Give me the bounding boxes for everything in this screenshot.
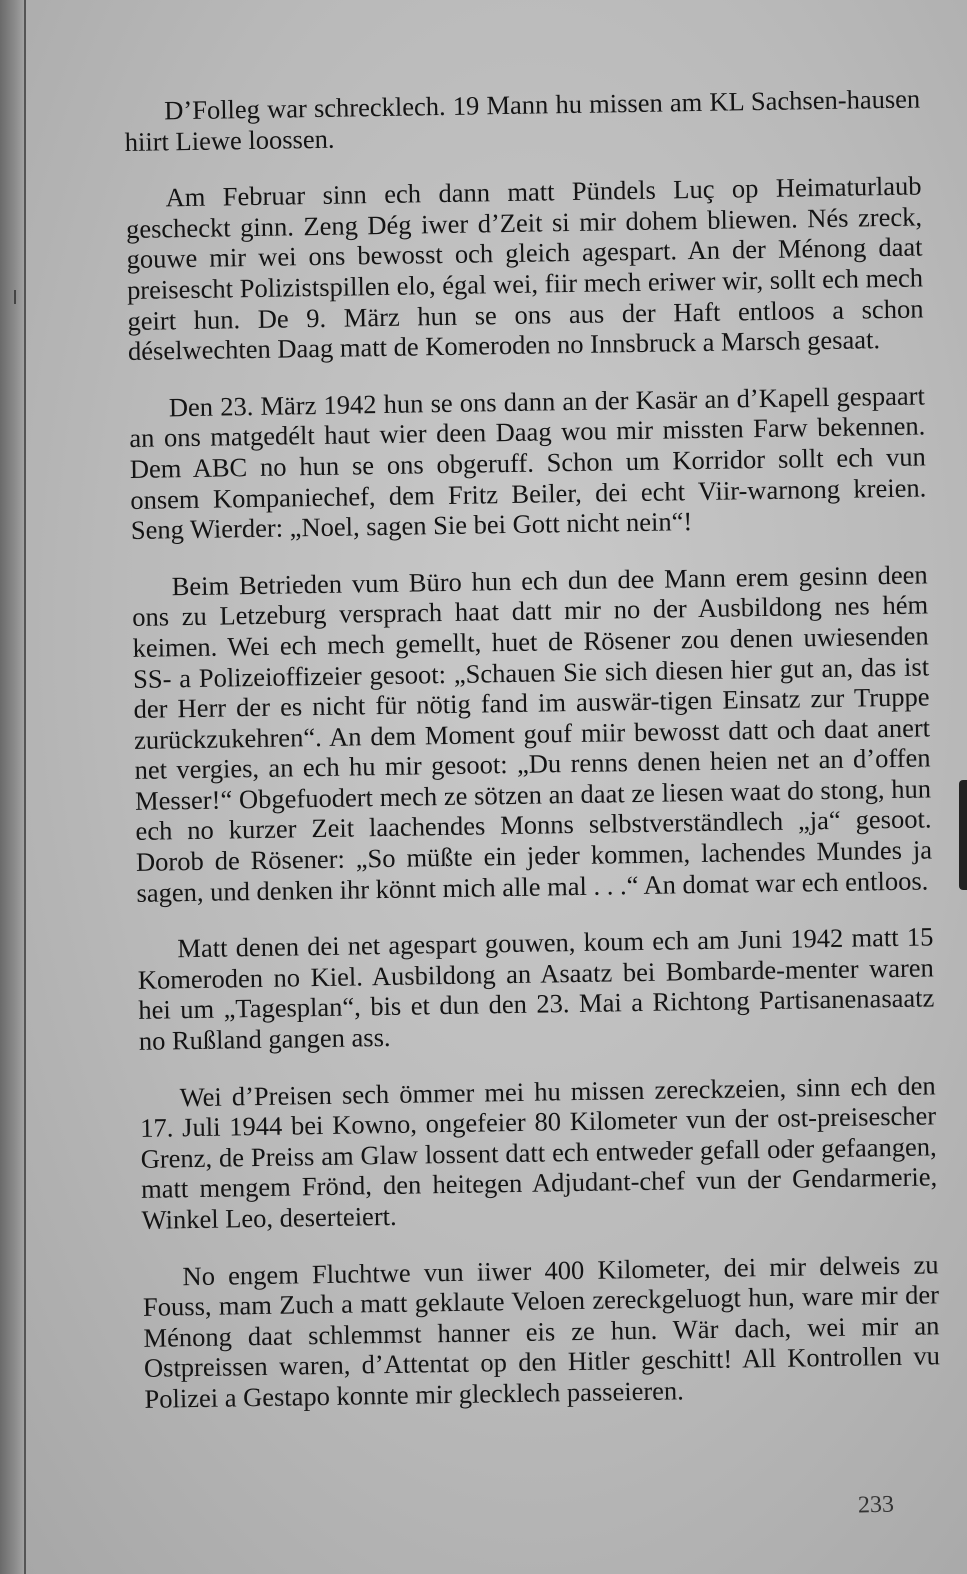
- right-edge-shadow: [959, 780, 967, 890]
- paragraph-4: Beim Betrieden vum Büro hun ech dun dee Mann erem gesinn deen ons zu Letzeburg versprach haat datt mir no der Ausbildong nes hém keimen. Wei ech mech gemellt, huet de Rösener zou denen uwiesenden SS- a Polizeioffizeier gesoot: „Schauen Sie sich diesen hier gut an, das ist der Herr der es nicht für nötig fand im auswär-tigen Einsatz zur Truppe zurückzukehren“. An dem Moment gouf miir bewosst datt och daat anert net vergies, an ech hu mir gesoot: „Du renns denen heien net an d’offen Messer!“ Obgefuodert mech ze sötzen an daat ze liesen waat do stong, hun ech no kurzer Zeit laachendes Monns selbstverständlech „ja“ gesoot. Dorob de Rösener: „So müßte ein jeder kommen, lachendes Mundes ja sagen, und denken ihr könnt mich alle mal . . .“ An domat war ech entloos.: [131, 559, 933, 908]
- page-number: 233: [857, 1491, 895, 1519]
- book-gutter: [0, 0, 26, 1574]
- body-text: [124, 83, 941, 1440]
- paragraph-5: Matt denen dei net agespart gouwen, koum ech am Juni 1942 matt 15 Komeroden no Kiel. Ausbildong an Asaatz bei Bombarde-menter waren hei um „Tagesplan“, bis et dun den 23. Mai a Richtong Partisanenasaatz no Rußland gangen ass.: [137, 921, 935, 1056]
- margin-mark: [14, 290, 16, 304]
- paragraph-2: Am Februar sinn ech dann matt Pündels Luç op Heimaturlaub gescheckt ginn. Zeng Dég iwer d’Zeit si mir dohem bliewen. Nés zreck, gouwe mir wei ons bewosst och gleich agespart. An der Ménong daat preisescht Polizistspillen elo, égal wei, fiir mech eriwer wir, sollt ech mech geirt hun. De 9. März hun se ons aus der Haft entloos a schon déselwechten Daag matt de Komeroden no Innsbruck a Marsch gesaat.: [125, 170, 924, 367]
- gutter-line: [24, 0, 26, 1574]
- paragraph-1: D’Folleg war schrecklech. 19 Mann hu missen am KL Sachsen-hausen hiirt Liewe loossen.: [124, 83, 921, 157]
- paragraph-7: No engem Fluchtwe vun iiwer 400 Kilometer, dei mir delweis zu Fouss, mam Zuch a matt geklaute Veloen zereckgeluogt hun, ware mir der Ménong daat schlemmst hanner eis ze hun. Wär dach, wei mir an Ostpreissen waren, d’Attentat op den Hitler geschitt! All Kontrollen vu Polizei a Gestapo konnte mir glecklech passeieren.: [142, 1248, 941, 1414]
- paragraph-6: Wei d’Preisen sech ömmer mei hu missen zereckzeien, sinn ech den 17. Juli 1944 bei Kowno, ongefeier 80 Kilometer vun der ost-preisescher Grenz, de Preiss am Glaw lossent datt ech entweder gefall oder gefaangen, matt mengem Frönd, den heitegen Adjudant-chef vun der Gendarmerie, Winkel Leo, deserteiert.: [139, 1070, 938, 1235]
- paragraph-3: Den 23. März 1942 hun se ons dann an der Kasär an d’Kapell gespaart an ons matgedélt haut wier deen Daag wou mir missten Farw bekennen. Dem ABC no hun se ons obgeruff. Schon um Korridor sollt ech vun onsem Kompaniechef, dem Fritz Beiler, dei echt Viir-warnong kreien. Seng Wierder: „Noel, sagen Sie bei Gott nicht nein“!: [129, 380, 927, 546]
